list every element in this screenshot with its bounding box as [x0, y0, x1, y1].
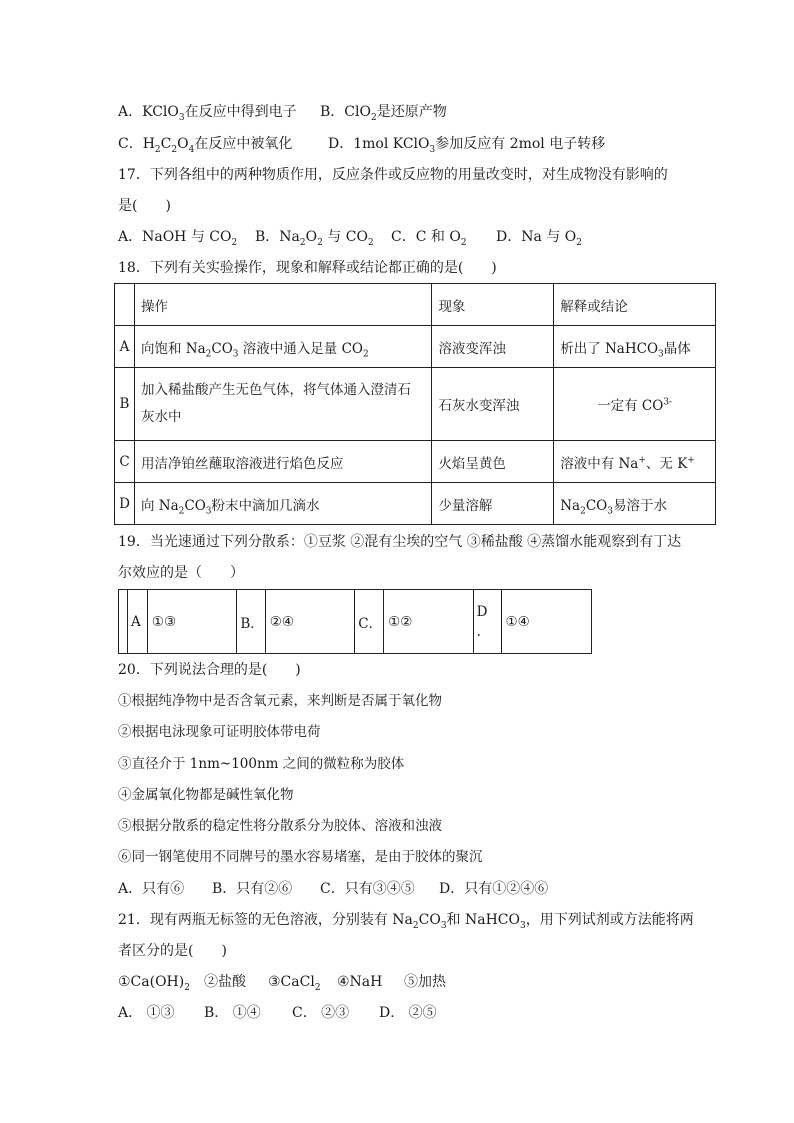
table-row: [115, 441, 716, 483]
q19-option-d-label: D .: [473, 590, 501, 654]
q20-option-a: A．只有⑥: [118, 881, 185, 897]
q16-option-d: D．1mol KClO$_3$参加反应有 2mol 电子转移: [328, 136, 606, 155]
q18-a-conclusion: 析出了 NaHCO$_3$晶体: [554, 326, 716, 368]
q18-c-operation: 用洁净铂丝蘸取溶液进行焰色反应: [134, 441, 431, 483]
list-item: ⑤根据分散系的稳定性将分散系分为胶体、溶液和浊液: [118, 818, 442, 834]
q16-option-a: A．KClO$_3$在反应中得到电子: [118, 104, 297, 123]
q21-reagent-2: ②盐酸: [204, 974, 246, 990]
row-label: D: [115, 483, 135, 525]
q19-cell-blank: [119, 590, 128, 654]
q18-c-phenomenon: 火焰呈黄色: [432, 441, 554, 483]
q17-option-c: C．C 和 $O_2$: [391, 229, 467, 248]
q18-d-operation: 向 $Na_2CO_3$粉末中滴加几滴水: [134, 483, 431, 525]
q17-stem-line-2: 是( ): [118, 198, 171, 214]
list-item: ①根据纯净物中是否含氧元素，来判断是否属于氧化物: [118, 693, 442, 709]
q17-option-d: D．Na 与 $O_2$: [496, 229, 582, 248]
list-item: ②根据电泳现象可证明胶体带电荷: [118, 724, 321, 740]
q21-option-a: A． ①③: [118, 1005, 175, 1021]
q21-reagent-1: $①Ca(OH)_2$: [118, 974, 190, 993]
list-item: ④金属氧化物都是碱性氧化物: [118, 787, 294, 803]
q18-a-phenomenon: 溶液变浑浊: [432, 326, 554, 368]
table-row: [115, 483, 716, 525]
q18-d-phenomenon: 少量溶解: [432, 483, 554, 525]
q19-option-c-value: ①②: [384, 590, 473, 654]
q19-option-c-label: C．: [355, 590, 384, 654]
q21-options: [118, 1003, 437, 1023]
q20-options: [118, 879, 549, 899]
q18-header-phenomenon: 现象: [432, 284, 554, 326]
q18-table: [114, 283, 716, 525]
q19-stem-line-2: 尔效应的是（ ）: [118, 565, 244, 581]
q21-option-d: D． ②⑤: [379, 1005, 437, 1021]
q21-stem-line-1: 21．现有两瓶无标签的无色溶液，分别装有 $Na_2CO_3$和 NaHCO$_3$，用下列试剂或方法能将两: [118, 912, 694, 931]
list-item: ⑥同一钢笔使用不同牌号的墨水容易堵塞，是由于胶体的聚沉: [118, 849, 483, 865]
q16-options-row-2: [118, 134, 606, 155]
q17-option-a: A．NaOH 与 $CO_2$: [118, 229, 238, 248]
q21-option-c: C． ②③: [292, 1005, 350, 1021]
q20-option-d: D．只有①②④⑥: [439, 881, 549, 897]
q19-option-a-label: A: [127, 590, 147, 654]
q18-header-row: [115, 284, 716, 326]
q18-b-operation: 加入稀盐酸产生无色气体，将气体通入澄清石 灰水中: [134, 368, 431, 441]
q18-stem: 18．下列有关实验操作，现象和解释或结论都正确的是( ): [118, 260, 497, 276]
q17-options: [118, 227, 582, 248]
table-row: [115, 326, 716, 368]
q21-reagent-3: ③CaCl$_2$: [268, 974, 321, 993]
q19-option-b-label: B．: [237, 590, 265, 654]
q18-a-operation: 向饱和 $Na_2CO_3$ 溶液中通入足量 $CO_2$: [134, 326, 431, 368]
q19-options-table: [118, 589, 592, 654]
table-row: [119, 590, 592, 654]
q21-reagents: [118, 972, 446, 993]
q19-option-d-value: ①④: [501, 590, 592, 654]
q21-reagent-4: ④NaH: [337, 974, 383, 990]
q16-option-c: C．$H_2C_2O_4$在反应中被氧化: [118, 136, 293, 155]
q18-c-conclusion: 溶液中有 Na+、无 K+: [554, 441, 716, 483]
q21-option-b: B． ①④: [204, 1005, 261, 1021]
q19-stem-line-1: 19．当光速通过下列分散系：①豆浆 ②混有尘埃的空气 ③稀盐酸 ④蒸馏水能观察到有丁达: [118, 534, 682, 550]
q18-header-blank: [115, 284, 135, 326]
q16-option-b: B．ClO$_2$是还原产物: [320, 104, 447, 123]
q19-option-a-value: ①③: [147, 590, 236, 654]
table-row: [115, 368, 716, 441]
q21-reagent-5: ⑤加热: [404, 974, 446, 990]
row-label: B: [115, 368, 135, 441]
q18-header-conclusion: 解释或结论: [554, 284, 716, 326]
q20-option-b: B．只有②⑥: [212, 881, 293, 897]
q17-option-b: B．$Na_2O_2$ 与 $CO_2$: [255, 229, 374, 248]
row-label: A: [115, 326, 135, 368]
row-label: C: [115, 441, 135, 483]
q19-option-b-value: ②④: [265, 590, 354, 654]
list-item: ③直径介于 1nm~100nm 之间的微粒称为胶体: [118, 756, 405, 772]
q18-b-phenomenon: 石灰水变浑浊: [432, 368, 554, 441]
q18-header-operation: 操作: [134, 284, 431, 326]
q18-b-conclusion: 一定有 $CO^{3-}$: [554, 368, 716, 441]
q17-stem-line-1: 17．下列各组中的两种物质作用，反应条件或反应物的用量改变时，对生成物没有影响的: [118, 167, 668, 183]
q20-option-c: C．只有③④⑤: [320, 881, 415, 897]
q16-options-row-1: [118, 102, 447, 123]
q21-stem-line-2: 者区分的是( ): [118, 943, 227, 959]
q18-d-conclusion: $Na_2CO_3$易溶于水: [554, 483, 716, 525]
q20-stem: 20．下列说法合理的是( ): [118, 662, 301, 678]
